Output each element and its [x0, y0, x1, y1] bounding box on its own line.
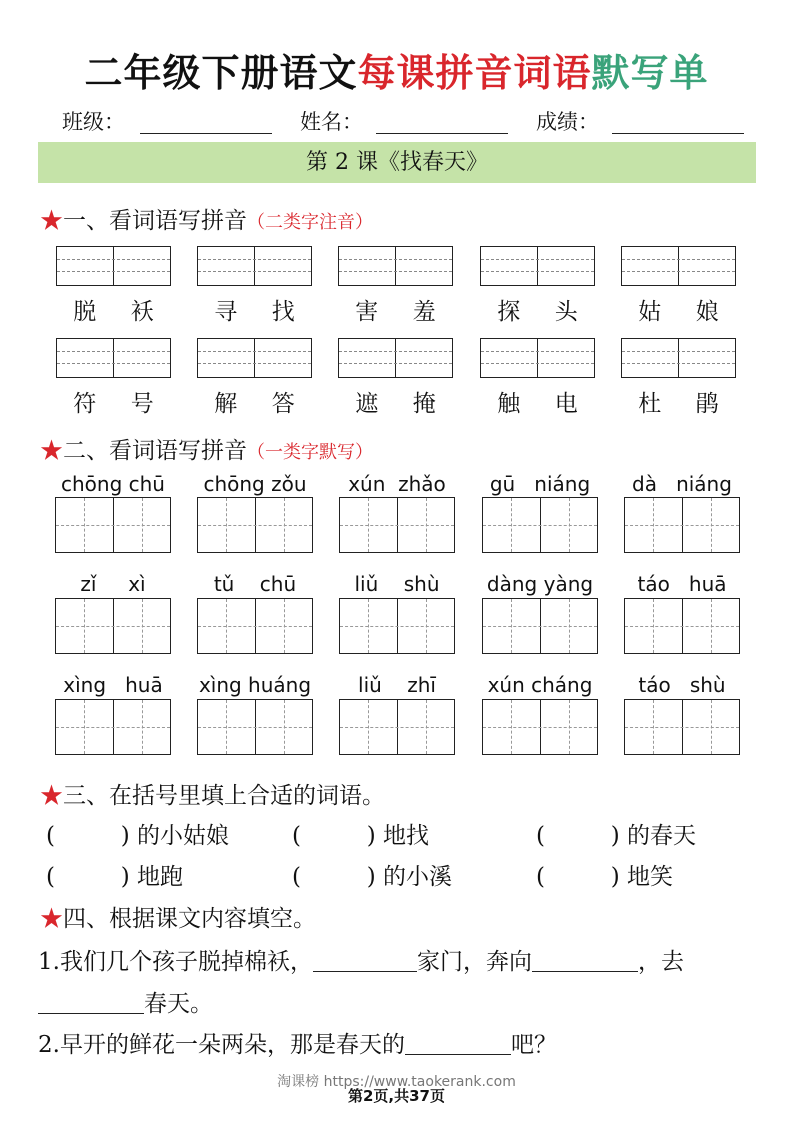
- character: 袄: [130, 299, 154, 325]
- guide-line: [426, 599, 427, 653]
- character: 杜: [638, 391, 662, 417]
- character: 触: [497, 391, 521, 417]
- writing-grid[interactable]: [482, 497, 598, 553]
- writing-grid[interactable]: [624, 598, 740, 654]
- section1-title: 一、看词语写拼音: [63, 208, 247, 234]
- pinyin-box[interactable]: [338, 338, 453, 378]
- fill-blank-item[interactable]: ( ) 地笑: [536, 864, 674, 890]
- name-field[interactable]: [376, 133, 508, 134]
- writing-grid[interactable]: [339, 699, 455, 755]
- star-icon: ★: [40, 438, 63, 464]
- character: 电: [554, 391, 578, 417]
- character: 遮: [355, 391, 379, 417]
- guide-line: [340, 626, 454, 627]
- box-divider: [678, 247, 679, 285]
- pinyin-box[interactable]: [480, 338, 595, 378]
- q2-text-b: 吧？: [510, 1032, 557, 1058]
- word: [338, 385, 453, 418]
- pinyin-label: xìng huā: [63, 673, 163, 697]
- writing-grid[interactable]: [339, 497, 455, 553]
- guide-line: [569, 498, 570, 552]
- guide-line: [198, 626, 312, 627]
- writing-grid[interactable]: [55, 497, 171, 553]
- pinyin-label: liǔ shù: [354, 572, 440, 596]
- guide-line: [142, 599, 143, 653]
- guide-line: [84, 599, 85, 653]
- box-divider: [113, 247, 114, 285]
- word: [621, 293, 736, 326]
- section4-title: 四、根据课文内容填空。: [63, 906, 316, 932]
- guide-line: [622, 259, 735, 260]
- character: 找: [271, 299, 295, 325]
- pinyin-label: xìng huáng: [198, 673, 312, 697]
- guide-line: [653, 700, 654, 754]
- character: 寻: [214, 299, 238, 325]
- pinyin-box[interactable]: [621, 246, 736, 286]
- q1-blank-1[interactable]: [313, 970, 417, 972]
- box-divider: [678, 339, 679, 377]
- guide-line: [339, 351, 452, 352]
- fill-blank-item[interactable]: ( ) 的小溪: [292, 864, 453, 890]
- guide-line: [481, 271, 594, 272]
- guide-line: [653, 498, 654, 552]
- title-part-3: 默写单: [591, 50, 709, 95]
- guide-line: [198, 351, 311, 352]
- guide-line: [142, 498, 143, 552]
- fill-blank-item[interactable]: ( ) 的春天: [536, 823, 697, 849]
- pinyin-label: gū niáng: [489, 472, 591, 496]
- question-1-line-1: [38, 943, 684, 976]
- guide-line: [226, 700, 227, 754]
- character: 探: [497, 299, 521, 325]
- writing-grid[interactable]: [197, 497, 313, 553]
- guide-line: [711, 599, 712, 653]
- character: 头: [554, 299, 578, 325]
- character: 符: [73, 391, 97, 417]
- character: 羞: [412, 299, 436, 325]
- pinyin-box[interactable]: [338, 246, 453, 286]
- guide-line: [198, 259, 311, 260]
- word: [480, 385, 595, 418]
- guide-line: [711, 700, 712, 754]
- guide-line: [483, 727, 597, 728]
- guide-line: [56, 727, 170, 728]
- score-field[interactable]: [612, 133, 744, 134]
- guide-line: [339, 259, 452, 260]
- pinyin-label: chōng chū: [61, 472, 165, 496]
- guide-line: [284, 498, 285, 552]
- pinyin-box[interactable]: [197, 338, 312, 378]
- title-part-2: 每课拼音词语: [357, 50, 592, 95]
- pinyin-label: chōng zǒu: [203, 472, 307, 496]
- character: 脱: [73, 299, 97, 325]
- box-divider: [537, 247, 538, 285]
- guide-line: [653, 599, 654, 653]
- guide-line: [625, 525, 739, 526]
- guide-line: [84, 700, 85, 754]
- guide-line: [198, 271, 311, 272]
- guide-line: [226, 599, 227, 653]
- writing-grid[interactable]: [339, 598, 455, 654]
- guide-line: [198, 525, 312, 526]
- guide-line: [368, 498, 369, 552]
- q2-blank[interactable]: [405, 1053, 511, 1055]
- writing-grid[interactable]: [624, 497, 740, 553]
- section2-heading: [40, 432, 373, 465]
- page-number: 第2页,共37页: [347, 1087, 445, 1105]
- name-label: 姓名：: [300, 110, 363, 134]
- guide-line: [511, 599, 512, 653]
- guide-line: [226, 498, 227, 552]
- writing-grid[interactable]: [482, 598, 598, 654]
- class-field[interactable]: [140, 133, 272, 134]
- guide-line: [569, 700, 570, 754]
- word: [197, 385, 312, 418]
- guide-line: [339, 363, 452, 364]
- pinyin-label: xún cháng: [487, 673, 593, 697]
- guide-line: [56, 525, 170, 526]
- guide-line: [84, 498, 85, 552]
- guide-line: [57, 271, 170, 272]
- guide-line: [625, 626, 739, 627]
- guide-line: [57, 259, 170, 260]
- character: 答: [271, 391, 295, 417]
- word: [197, 293, 312, 326]
- guide-line: [481, 259, 594, 260]
- page-title: [0, 42, 793, 97]
- word: [56, 293, 171, 326]
- writing-grid[interactable]: [55, 598, 171, 654]
- guide-line: [368, 599, 369, 653]
- q1-blank-3[interactable]: [38, 1012, 144, 1014]
- guide-line: [284, 700, 285, 754]
- pinyin-label: dà niáng: [632, 472, 732, 496]
- section4-heading: [40, 900, 316, 933]
- guide-line: [622, 271, 735, 272]
- star-icon: ★: [40, 906, 63, 932]
- guide-line: [483, 626, 597, 627]
- fill-blank-item[interactable]: ( ) 地找: [292, 823, 430, 849]
- pinyin-label: táo shù: [638, 673, 726, 697]
- guide-line: [481, 351, 594, 352]
- guide-line: [622, 351, 735, 352]
- pinyin-label: dàng yàng: [486, 572, 594, 596]
- section3-heading: [40, 777, 385, 810]
- q1-text-c: ，去: [637, 949, 684, 975]
- box-divider: [537, 339, 538, 377]
- pinyin-box[interactable]: [480, 246, 595, 286]
- title-part-1: 二年级下册语文: [84, 50, 358, 95]
- character: 号: [130, 391, 154, 417]
- character: 掩: [412, 391, 436, 417]
- section2-title: 二、看词语写拼音: [63, 438, 247, 464]
- q1-text-b: 家门，奔向: [416, 949, 532, 975]
- character: 娘: [695, 299, 719, 325]
- guide-line: [511, 700, 512, 754]
- lesson-title: 第 2 课《找春天》: [38, 142, 756, 183]
- guide-line: [426, 498, 427, 552]
- guide-line: [426, 700, 427, 754]
- word: [56, 385, 171, 418]
- guide-line: [284, 599, 285, 653]
- guide-line: [511, 498, 512, 552]
- guide-line: [340, 525, 454, 526]
- fill-blank-item[interactable]: ( ) 的小姑娘: [46, 823, 230, 849]
- q1-blank-2[interactable]: [532, 970, 638, 972]
- guide-line: [569, 599, 570, 653]
- guide-line: [56, 626, 170, 627]
- pinyin-label: xún zhǎo: [348, 472, 446, 496]
- box-divider: [254, 247, 255, 285]
- word: [480, 293, 595, 326]
- guide-line: [622, 363, 735, 364]
- pinyin-box[interactable]: [56, 246, 171, 286]
- star-icon: ★: [40, 208, 63, 234]
- guide-line: [340, 727, 454, 728]
- question-2-line: [38, 1026, 557, 1059]
- pinyin-label: táo huā: [637, 572, 727, 596]
- word: [621, 385, 736, 418]
- writing-grid[interactable]: [55, 699, 171, 755]
- star-icon: ★: [40, 783, 63, 809]
- character: 害: [355, 299, 379, 325]
- writing-grid[interactable]: [624, 699, 740, 755]
- guide-line: [142, 700, 143, 754]
- box-divider: [395, 247, 396, 285]
- pinyin-label: zǐ xì: [80, 572, 146, 596]
- section1-note: （二类字注音）: [247, 212, 373, 233]
- character: 解: [214, 391, 238, 417]
- q1-text-a: 1.我们几个孩子脱掉棉袄，: [38, 949, 313, 975]
- q2-text-a: 2.早开的鲜花一朵两朵，那是春天的: [38, 1032, 405, 1058]
- question-1-line-2: [38, 985, 213, 1018]
- pinyin-label: tǔ chū: [213, 572, 297, 596]
- box-divider: [113, 339, 114, 377]
- writing-grid[interactable]: [482, 699, 598, 755]
- pinyin-label: liǔ zhī: [358, 673, 436, 697]
- character: 姑: [638, 299, 662, 325]
- writing-grid[interactable]: [197, 699, 313, 755]
- class-label: 班级：: [62, 110, 125, 134]
- guide-line: [625, 727, 739, 728]
- word: [338, 293, 453, 326]
- guide-line: [339, 271, 452, 272]
- box-divider: [395, 339, 396, 377]
- section2-note: （一类字默写）: [247, 442, 373, 463]
- score-label: 成绩：: [536, 110, 599, 134]
- pinyin-box[interactable]: [621, 338, 736, 378]
- fill-blank-item[interactable]: ( ) 地跑: [46, 864, 184, 890]
- guide-line: [198, 363, 311, 364]
- guide-line: [368, 700, 369, 754]
- guide-line: [483, 525, 597, 526]
- guide-line: [481, 363, 594, 364]
- guide-line: [198, 727, 312, 728]
- guide-line: [57, 351, 170, 352]
- watermark: 淘课榜 https://www.taokerank.com: [277, 1074, 516, 1090]
- character: 鹃: [695, 391, 719, 417]
- pinyin-box[interactable]: [56, 338, 171, 378]
- section1-heading: [40, 202, 373, 235]
- guide-line: [57, 363, 170, 364]
- writing-grid[interactable]: [197, 598, 313, 654]
- q1-text-d: 春天。: [144, 991, 213, 1017]
- section3-title: 三、在括号里填上合适的词语。: [63, 783, 385, 809]
- box-divider: [254, 339, 255, 377]
- pinyin-box[interactable]: [197, 246, 312, 286]
- guide-line: [711, 498, 712, 552]
